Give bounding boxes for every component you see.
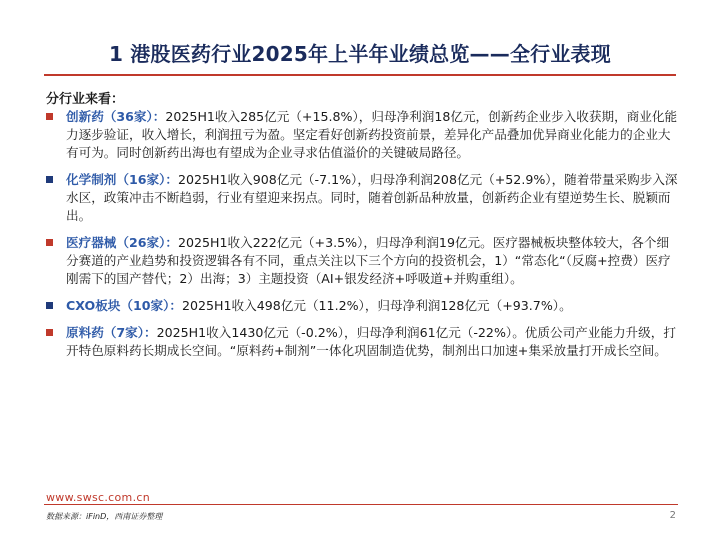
title-divider: [44, 74, 676, 76]
slide-title: 1 港股医药行业2025年上半年业绩总览——全行业表现: [109, 42, 611, 66]
sector-name: 化学制剂（16家）：: [66, 172, 178, 187]
sector-list: [46, 108, 678, 369]
footer-divider: [44, 504, 678, 505]
company-website: www.swsc.com.cn: [46, 491, 150, 504]
sector-name: CXO板块（10家）：: [66, 298, 182, 313]
sector-item-innovative-drugs: [46, 108, 678, 162]
page-number: 2: [669, 510, 676, 521]
sector-description: 2025H1收入1430亿元（-0.2%），归母净利润61亿元（-22%）。优质公司产业能力升级，打开特色原料药长期成长空间。“原料药+制剂”一体化巩固制造优势，制剂出口加速+集采放量打开成长空间。: [66, 325, 676, 358]
sector-name: 原料药（7家）：: [66, 325, 157, 340]
data-source-note: 数据来源：iFinD，西南证券整理: [46, 512, 163, 521]
sector-name: 创新药（36家）：: [66, 109, 166, 124]
sector-item-cxo: [46, 297, 678, 315]
section-subhead: 分行业来看：: [46, 92, 125, 107]
sector-description: 2025H1收入285亿元（+15.8%），归母净利润18亿元，创新药企业步入收获期，商业化能力逐步验证，收入增长，利润扭亏为盈。坚定看好创新药投资前景，差异化产品叠加优异商业化能力的企业大有可为。同时创新药出海也有望成为企业寻求估值溢价的关键破局路径。: [66, 109, 678, 160]
sector-name: 医疗器械（26家）：: [66, 235, 178, 250]
square-bullet-icon: [46, 113, 53, 120]
square-bullet-icon: [46, 239, 53, 246]
sector-description: 2025H1收入498亿元（11.2%），归母净利润128亿元（+93.7%）。: [182, 298, 572, 313]
sector-item-medical-devices: [46, 234, 678, 288]
square-bullet-icon: [46, 302, 53, 309]
sector-item-api: [46, 324, 678, 360]
sector-item-chemical-formulations: [46, 171, 678, 225]
sector-description: 2025H1收入222亿元（+3.5%），归母净利润19亿元。医疗器械板块整体较大，各个细分赛道的产业趋势和投资逻辑各有不同，重点关注以下三个方向的投资机会，1）“常态化“（反腐+控费）医疗刚需下的国产替代；2）出海；3）主题投资（AI+银发经济+呼吸道+并购重组）。: [66, 235, 671, 286]
sector-description: 2025H1收入908亿元（-7.1%），归母净利润208亿元（+52.9%），随着带量采购步入深水区，政策冲击不断趋弱，行业有望迎来拐点。同时，随着创新品种放量，创新药企业有望逆势生长、脱颖而出。: [66, 172, 678, 223]
square-bullet-icon: [46, 176, 53, 183]
square-bullet-icon: [46, 329, 53, 336]
